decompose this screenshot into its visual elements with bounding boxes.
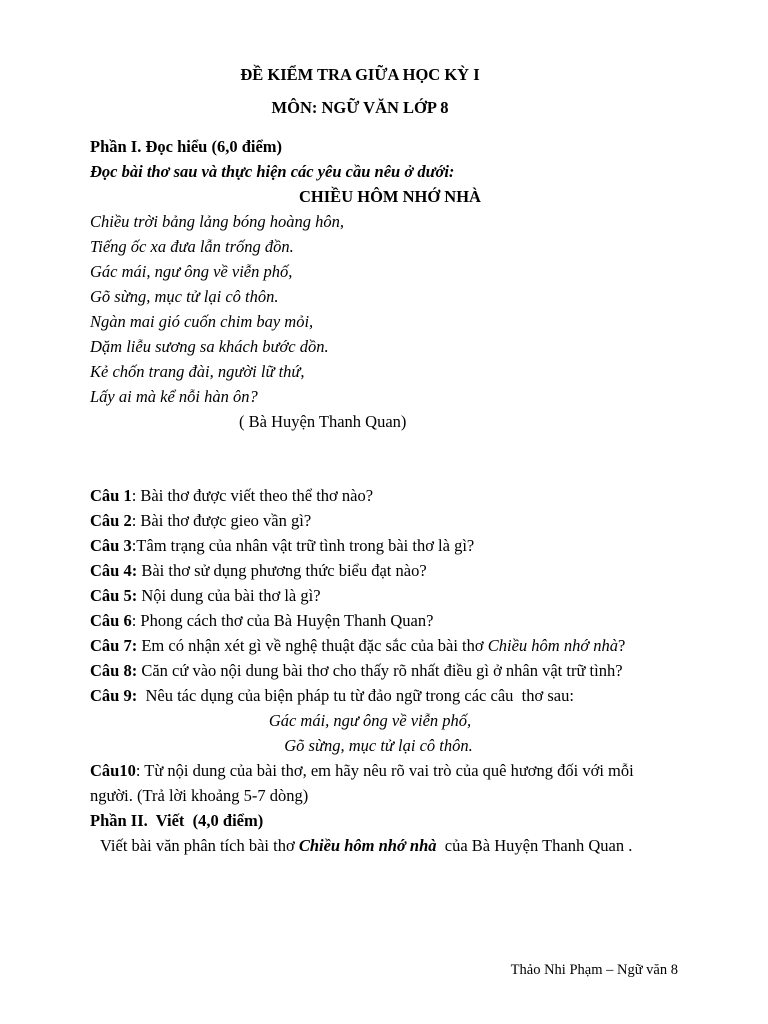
question-6: Câu 6: Phong cách thơ của Bà Huyện Thanh Quan? <box>90 611 434 630</box>
question-8: Câu 8: Căn cứ vào nội dung bài thơ cho thấy rõ nhất điều gì ở nhân vật trữ tình? <box>90 661 623 680</box>
poem-line: Gõ sừng, mục tử lại cô thôn. <box>90 287 279 306</box>
question-5: Câu 5: Nội dung của bài thơ là gì? <box>90 586 321 605</box>
poem-author: ( Bà Huyện Thanh Quan) <box>239 412 407 431</box>
part1-heading: Phần I. Đọc hiểu (6,0 điểm) <box>90 137 283 156</box>
part2-heading: Phần II. Viết (4,0 điểm) <box>90 811 264 830</box>
exam-title: ĐỀ KIỂM TRA GIỮA HỌC KỲ I <box>240 65 480 84</box>
poem-line: Chiều trời bảng lảng bóng hoàng hôn, <box>90 212 345 231</box>
part1-instruction: Đọc bài thơ sau và thực hiện các yêu cầu nêu ở dưới: <box>90 162 455 181</box>
q9-quote-line: Gõ sừng, mục tử lại cô thôn. <box>284 736 473 755</box>
page-footer: Thảo Nhi Phạm – Ngữ văn 8 <box>510 962 678 978</box>
q9-quote-line: Gác mái, ngư ông về viễn phố, <box>268 711 472 730</box>
question-1: Câu 1: Bài thơ được viết theo thể thơ nào? <box>90 486 374 505</box>
poem-line: Lấy ai mà kể nỗi hàn ôn? <box>90 387 258 406</box>
poem-line: Dặm liễu sương sa khách bước dồn. <box>90 337 329 356</box>
exam-page <box>90 62 690 858</box>
part2-prompt: Viết bài văn phân tích bài thơ Chiều hôm nhớ nhà của Bà Huyện Thanh Quan . <box>100 836 633 855</box>
question-10-cont: người. (Trả lời khoảng 5-7 dòng) <box>90 786 309 805</box>
poem-line: Ngàn mai gió cuốn chim bay mỏi, <box>90 312 314 331</box>
question-9: Câu 9: Nêu tác dụng của biện pháp tu từ đảo ngữ trong các câu thơ sau: <box>90 686 574 705</box>
exam-subject: MÔN: NGỮ VĂN LỚP 8 <box>271 98 449 117</box>
spacer <box>90 434 690 483</box>
question-3: Câu 3:Tâm trạng của nhân vật trữ tình trong bài thơ là gì? <box>90 536 475 555</box>
poem-title: CHIỀU HÔM NHỚ NHÀ <box>299 187 481 206</box>
question-4: Câu 4: Bài thơ sử dụng phương thức biểu đạt nào? <box>90 561 427 580</box>
poem-line: Kẻ chốn trang đài, người lữ thứ, <box>90 362 305 381</box>
poem-line: Tiếng ốc xa đưa lẫn trống đồn. <box>90 237 294 256</box>
question-10: Câu10: Từ nội dung của bài thơ, em hãy nêu rõ vai trò của quê hương đối với mỗi <box>90 761 634 780</box>
question-7: Câu 7: Em có nhận xét gì về nghệ thuật đặc sắc của bài thơ Chiều hôm nhớ nhà? <box>90 636 626 655</box>
question-2: Câu 2: Bài thơ được gieo vần gì? <box>90 511 312 530</box>
poem-line: Gác mái, ngư ông về viễn phố, <box>90 262 293 281</box>
